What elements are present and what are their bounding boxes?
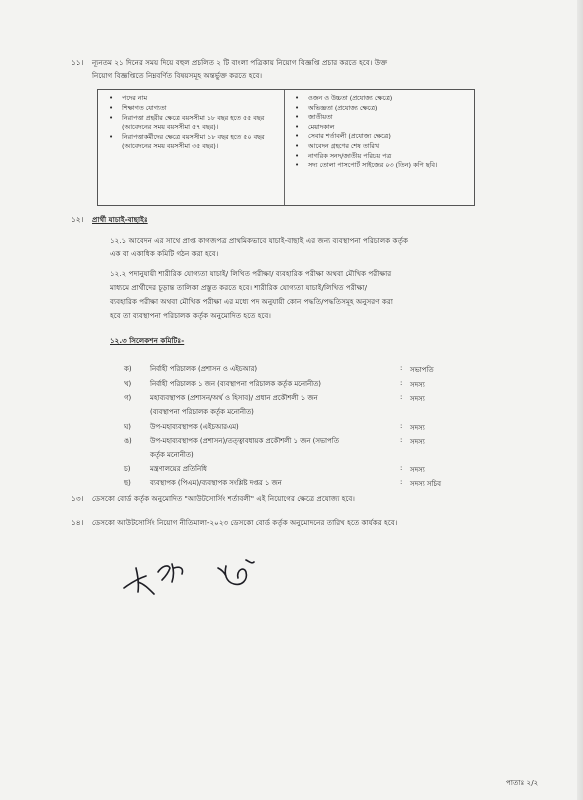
signature-stroke — [246, 560, 254, 563]
requirement-item: • নিরাপত্তাকর্মীদের ক্ষেত্রে বয়সসীমা ১৮ বছর হতে ৫০ বছর (আবেদনের সময় বয়সসীমা ৩৫ বছর)। — [102, 133, 282, 151]
committee-row-colon: : — [400, 379, 403, 387]
committee-row-role: সদস্য — [410, 466, 425, 474]
section-12-1-line-1: ১২.১ আবেদন এর সাথে প্রাপ্ত কাগজপত্র প্রাথমিকভাবে যাচাই-বাছাই এর জন্য ব্যবস্থাপনা পরিচালক কর্তৃক — [110, 236, 408, 245]
committee-row-role: সদস্য সচিব — [410, 480, 441, 488]
requirement-item: • জাতীয়তা — [288, 113, 473, 122]
committee-row-name: মহাব্যবস্থাপক (প্রশাসন/অর্থ ও হিসাব)/ প্রধান প্রকৌশলী ১ জন — [150, 394, 318, 402]
committee-row-name-continued: (ব্যবস্থাপনা পরিচালক কর্তৃক মনোনীত) — [150, 408, 254, 416]
section-13-text: ডেসকো বোর্ড কর্তৃক অনুমোদিত "আউটসোর্সিং শর্তাবলী" এই নিয়োগের ক্ষেত্রে প্রযোজ্য হবে। — [92, 494, 355, 503]
section-14-number: ১৪। — [71, 518, 84, 527]
requirements-box — [97, 89, 475, 206]
committee-row-index: ঙ) — [124, 437, 132, 445]
committee-row-role: সদস্য — [410, 395, 425, 403]
signature-stroke — [124, 568, 154, 594]
requirement-item: • নাগরিক সনদ/জাতীয় পরিচয় পত্র — [288, 152, 473, 161]
requirement-item: • সদ্য তোলা পাসপোর্ট সাইজের ০৩ (তিন) কপি ছবি। — [288, 161, 473, 170]
requirement-item: • ওজন ও উচ্চতা (প্রযোজ্য ক্ষেত্রে) — [288, 94, 473, 103]
section-12-heading: প্রার্থী যাচাই-বাছাইঃ — [92, 215, 148, 224]
section-12-2-line-1: ১২.২ পদানুযায়ী শারীরিক যোগ্যতা যাচাই/ লিখিত পরীক্ষা/ ব্যবহারিক পরীক্ষা অথবা মৌখিক পরীক্ষার — [110, 269, 392, 278]
section-12-number: ১২। — [71, 215, 84, 224]
committee-row-index: গ) — [124, 394, 132, 402]
committee-row-colon: : — [400, 364, 403, 372]
committee-row-name: উপ-মহাব্যবস্থাপক (এইচআরএম) — [150, 423, 239, 431]
committee-row — [0, 478, 583, 490]
committee-heading: ১২.৩ সিলেকশন কমিটিঃ- — [110, 336, 185, 345]
section-14-text: ডেসকো আউটসোর্সিং নিয়োগ নীতিমালা-২০২৩ ডেসকো বোর্ড কর্তৃক অনুমোদনের তারিখ হতে কার্যকর হবে। — [92, 518, 398, 527]
requirement-item: • অভিজ্ঞতা (প্রযোজ্য ক্ষেত্রে) — [288, 104, 473, 113]
section-12-2-line-2: মাধ্যমে প্রার্থীদের চূড়ান্ত তালিকা প্রস্তুত করতে হবে। শারীরিক যোগ্যতা যাচাই/লিখিত পরীক্ষা/ — [110, 283, 368, 292]
committee-row-name: উপ-মহাব্যবস্থাপক (প্রশাসন)/তত্ত্বাবধায়ক প্রকৌশলী ১ জন (সভাপতি — [150, 437, 339, 445]
section-13-number: ১৩। — [71, 494, 84, 503]
requirements-left-list — [102, 94, 282, 152]
committee-row-index: ছ) — [124, 479, 131, 487]
committee-row-index: খ) — [124, 380, 132, 388]
committee-row-index: ঘ) — [124, 423, 131, 431]
page-number: পাতাঃ ২/২ — [506, 778, 539, 787]
requirement-item: • মেয়াদকাল — [288, 123, 473, 132]
committee-row-colon: : — [400, 464, 403, 472]
requirement-item: • নিরাপত্তা প্রহরীর ক্ষেত্রে বয়সসীমা ১৮ বছর হতে ৫৫ বছর (আবেদনের সময় বয়সসীমা ৫৭ বছর)। — [102, 114, 282, 132]
committee-row-name-continued: কর্তৃক মনোনীত) — [150, 451, 194, 459]
signature-stroke — [218, 566, 246, 584]
committee-row-name: নির্বাহী পরিচালক ১ জন (ব্যবস্থাপনা পরিচালক কর্তৃক মনোনীত) — [150, 380, 321, 388]
committee-row-role: সদস্য — [410, 424, 425, 432]
committee-row — [0, 364, 583, 376]
committee-row-index: চ) — [124, 465, 131, 473]
signature-stroke — [158, 564, 183, 582]
committee-row-colon: : — [400, 393, 403, 401]
section-11-number: ১১। — [71, 58, 84, 67]
requirement-item: • সেবার শর্তাবলী (প্রযোজ্য ক্ষেত্রে) — [288, 132, 473, 141]
committee-row — [0, 422, 583, 434]
handwritten-signatures — [118, 548, 318, 608]
committee-row-colon: : — [400, 422, 403, 430]
committee-row-index: ক) — [124, 365, 132, 373]
committee-row — [0, 436, 583, 462]
committee-row-role: সদস্য — [410, 381, 425, 389]
committee-row-role: সদস্য — [410, 438, 425, 446]
requirement-item: • পদের নাম — [102, 94, 282, 103]
section-11-line-2: নিয়োগ বিজ্ঞপ্তিতে নিম্নবর্ণিত বিষয়সমূহ অন্তর্ভুক্ত করতে হবে। — [92, 71, 263, 80]
committee-row-role: সভাপতি — [410, 366, 434, 374]
committee-row-name: মন্ত্রণালয়ের প্রতিনিধি — [150, 465, 207, 473]
requirements-box-divider — [284, 90, 285, 205]
requirement-item: • আবেদন গ্রহণের শেষ তারিখ — [288, 142, 473, 151]
requirement-item: • শিক্ষাগত যোগ্যতা — [102, 104, 282, 113]
committee-row-colon: : — [400, 436, 403, 444]
committee-row — [0, 464, 583, 476]
committee-row-colon: : — [400, 478, 403, 486]
section-11-line-1: ন্যূনতম ২১ দিনের সময় দিয়ে বহুল প্রচলিত ২ টি বাংলা পত্রিকায় নিয়োগ বিজ্ঞপ্তি প্রচার করতে হবে। উক্ত — [92, 58, 388, 67]
section-12-2-line-3: ব্যবহারিক পরীক্ষা অথবা মৌখিক পরীক্ষা এর মধ্যে পদ অনুযায়ী কোন পদ্ধতি/পদ্ধতিসমূহ অনুসরণ করা — [110, 297, 393, 306]
requirements-right-list — [288, 94, 473, 171]
section-12-1-line-2: এক বা একাধিক কমিটি গঠন করা হবে। — [110, 249, 219, 258]
committee-row — [0, 393, 583, 419]
committee-row — [0, 379, 583, 391]
section-12-2-line-4: হবে তা ব্যবস্থাপনা পরিচালক কর্তৃক অনুমোদিত হতে হবে। — [110, 311, 271, 320]
committee-row-name: ব্যবস্থাপক (পিএম)/ব্যবস্থাপক সংশ্লিষ্ট দপ্তর ১ জন — [150, 479, 282, 487]
committee-row-name: নির্বাহী পরিচালক (প্রশাসন ও এইচআর) — [150, 365, 258, 373]
